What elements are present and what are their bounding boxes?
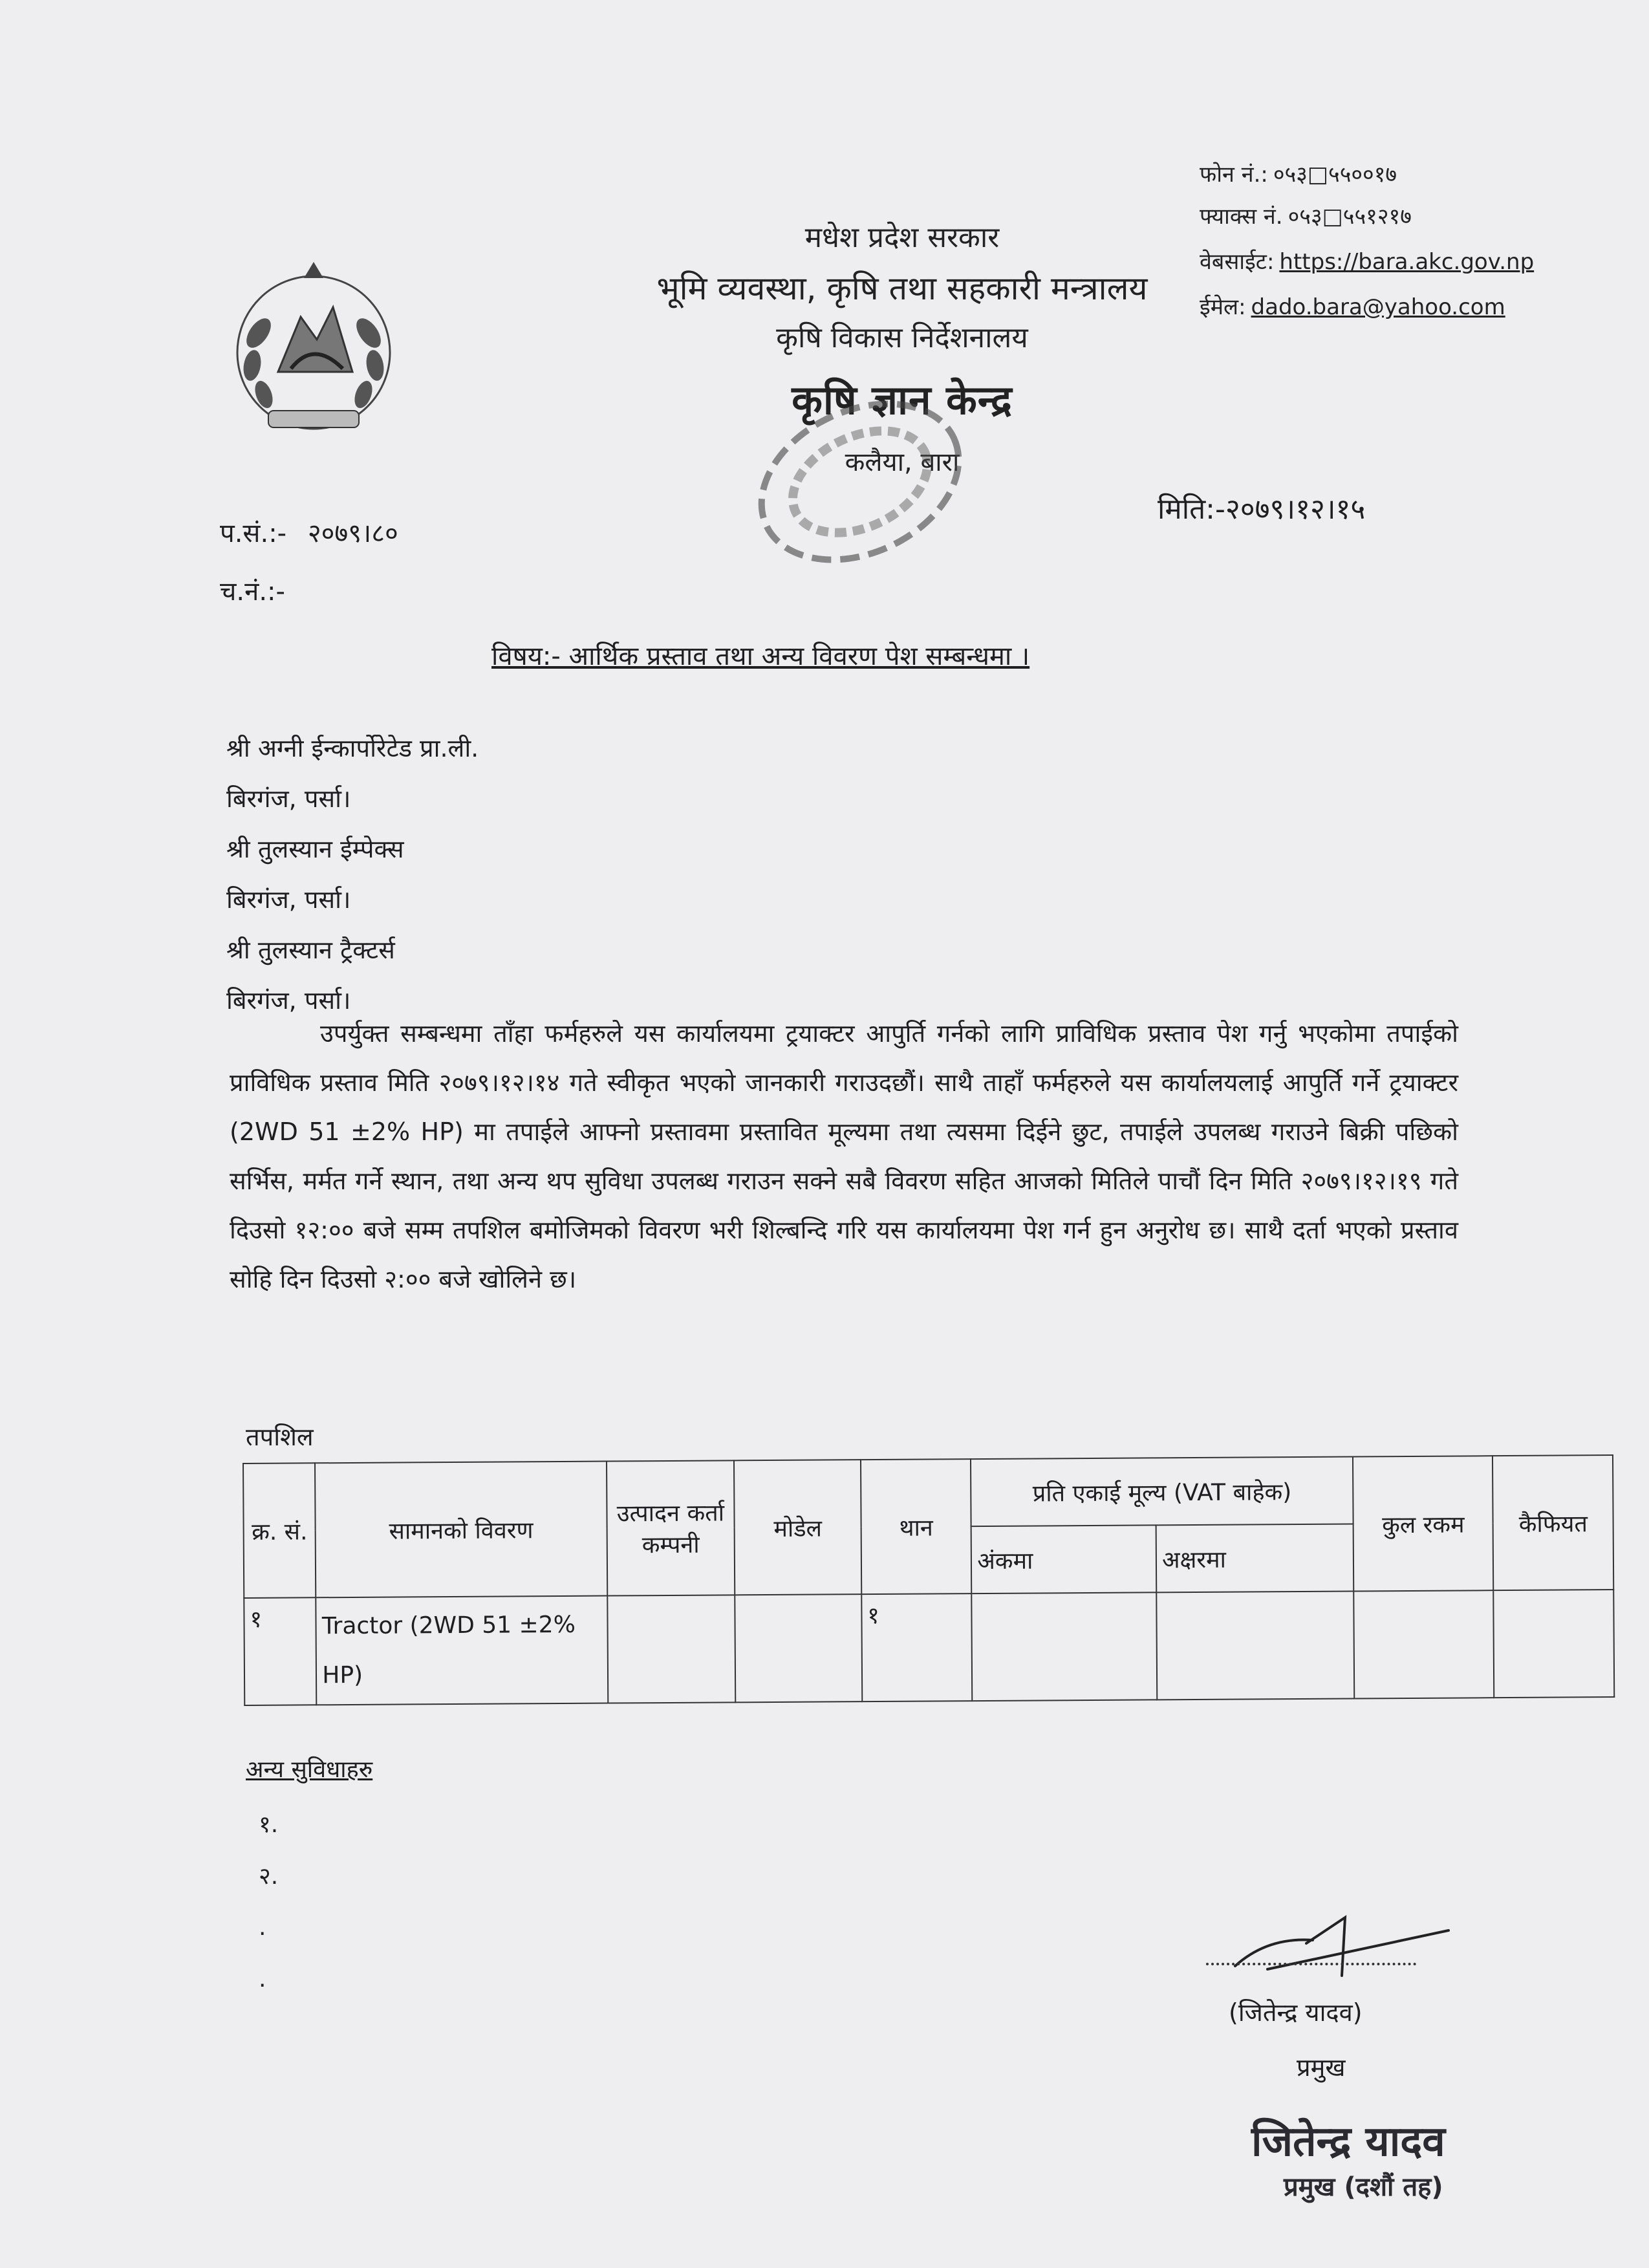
col-header-manufacturer: उत्पादन कर्ता कम्पनी xyxy=(607,1460,735,1595)
website-line xyxy=(1200,246,1534,275)
list-item: १. xyxy=(259,1811,279,1838)
phone-value: ०५३□५५००१७ xyxy=(1273,162,1397,188)
ps-label: प.सं.:- xyxy=(220,519,287,548)
table-row xyxy=(244,1590,1614,1705)
cell-sn: १ xyxy=(244,1597,316,1705)
nepal-emblem-icon xyxy=(213,255,414,449)
cell-quantity: १ xyxy=(861,1593,973,1701)
office-location: कलैया, बारा xyxy=(845,448,960,477)
email-line xyxy=(1200,291,1505,321)
list-item: . xyxy=(259,1914,266,1941)
name-stamp: जितेन्द्र यादव xyxy=(1251,2118,1445,2166)
signature-line xyxy=(1206,1963,1416,1965)
body-paragraph: उपर्युक्त सम्बन्धमा ताँहा फर्महरुले यस कार्यालयमा ट्रयाक्टर आपुर्ति गर्नको लागि प्राविधिक प्रस्ताव पेश गर्नु भएकोमा तपाईको प्राविधिक प्रस्ताव मिति २०७९।१२।१४ गते स्वीकृत भएको जानकारी गराउदछौं। साथै ताहाँ फर्महरुले यस कार्यालयलाई आपुर्ति गर्ने ट्रयाक्टर (2WD 51 ±2% HP) मा तपाईले आफ्नो प्रस्तावमा प्रस्तावित मूल्यमा तथा त्यसमा दिईने छुट, तपाईले उपलब्ध गराउने बिक्री पछिको सर्भिस, मर्मत गर्ने स्थान, तथा अन्य थप सुविधा उपलब्ध गराउन सक्ने सबै विवरण सहित आजको मितिले पाचौं दिन मिति २०७९।१२।१९ गते दिउसो १२:०० बजे सम्म तपशिल बमोजिमको विवरण भरी शिल्बन्दि गरि यस कार्यालयमा पेश गर्न हुन अनुरोध छ। साथै दर्ता भएको प्रस्ताव सोहि दिन दिउसो २:०० बजे खोलिने छ। xyxy=(230,1019,1458,1293)
addressee-line: बिरगंज, पर्सा। xyxy=(226,784,351,813)
tapsil-label: तपशिल xyxy=(246,1423,314,1451)
col-header-remarks: कैफियत xyxy=(1493,1455,1613,1590)
col-header-in-words: अक्षरमा xyxy=(1156,1524,1354,1593)
date-value: २०७९।१२।१५ xyxy=(1225,493,1366,526)
cell-remarks xyxy=(1494,1590,1615,1698)
website-link[interactable]: https://bara.akc.gov.np xyxy=(1279,249,1535,275)
addressee-line: बिरगंज, पर्सा। xyxy=(226,986,351,1015)
ministry-name: भूमि व्यवस्था, कृषि तथा सहकारी मन्त्रालय xyxy=(656,270,1148,307)
addressee-line: श्री अग्नी ईन्कार्पोरेटेड प्रा.ली. xyxy=(226,734,479,762)
phone-line xyxy=(1200,158,1397,188)
col-header-quantity: थान xyxy=(861,1459,972,1594)
col-header-sn: क्र. सं. xyxy=(243,1463,316,1598)
letter-date xyxy=(1158,488,1365,527)
cell-manufacturer xyxy=(607,1595,736,1703)
date-label: मिति:- xyxy=(1158,493,1225,526)
ps-value: २०७९।८० xyxy=(307,519,398,548)
addressee-line: श्री तुलस्यान ईम्पेक्स xyxy=(226,835,404,863)
col-header-model: मोडेल xyxy=(734,1460,861,1595)
office-name: कृषि ज्ञान केन्द्र xyxy=(792,376,1013,424)
title-stamp: प्रमुख (दशौं तह) xyxy=(1284,2172,1443,2202)
signatory-title: प्रमुख xyxy=(1297,2053,1346,2082)
col-header-description: सामानको विवरण xyxy=(315,1462,607,1598)
website-label: वेबसाईट: xyxy=(1200,249,1275,275)
subject-line: विषय:- आर्थिक प्रस्ताव तथा अन्य विवरण पेश सम्बन्धमा । xyxy=(491,642,1030,671)
fax-label: फ्याक्स नं. xyxy=(1200,204,1283,230)
col-header-total: कुल रकम xyxy=(1353,1456,1494,1591)
other-facilities-label: अन्य सुविधाहरु xyxy=(246,1756,373,1783)
col-header-unit-price: प्रति एकाई मूल्य (VAT बाहेक) xyxy=(971,1457,1353,1527)
office-stamp-icon xyxy=(731,394,989,569)
email-label: ईमेल: xyxy=(1200,294,1246,320)
col-header-in-figures: अंकमा xyxy=(971,1525,1156,1593)
cell-model xyxy=(735,1594,862,1702)
reference-number xyxy=(220,514,398,550)
addressee-line: श्री तुलस्यान ट्रैक्टर्स xyxy=(226,936,395,964)
cell-description: Tractor (2WD 51 ±2% HP) xyxy=(316,1596,608,1705)
items-table xyxy=(242,1454,1615,1706)
cell-in-words xyxy=(1156,1592,1354,1700)
government-name: मधेश प्रदेश सरकार xyxy=(804,221,1000,254)
list-item: . xyxy=(259,1966,266,1993)
fax-line xyxy=(1200,200,1412,230)
phone-label: फोन नं.: xyxy=(1200,162,1268,188)
addressee-line: बिरगंज, पर्सा। xyxy=(226,885,351,914)
email-link[interactable]: dado.bara@yahoo.com xyxy=(1251,294,1505,320)
list-item: २. xyxy=(259,1863,279,1890)
cell-in-figures xyxy=(972,1592,1158,1701)
signatory-name: (जितेन्द्र यादव) xyxy=(1229,1998,1363,2027)
cell-total xyxy=(1353,1590,1494,1698)
fax-value: ०५३□५५१२१७ xyxy=(1288,204,1412,230)
handwritten-signature-icon xyxy=(1229,1905,1455,1982)
directorate-name: कृषि विकास निर्देशनालय xyxy=(776,321,1028,354)
dispatch-number: च.नं.:- xyxy=(220,577,285,607)
